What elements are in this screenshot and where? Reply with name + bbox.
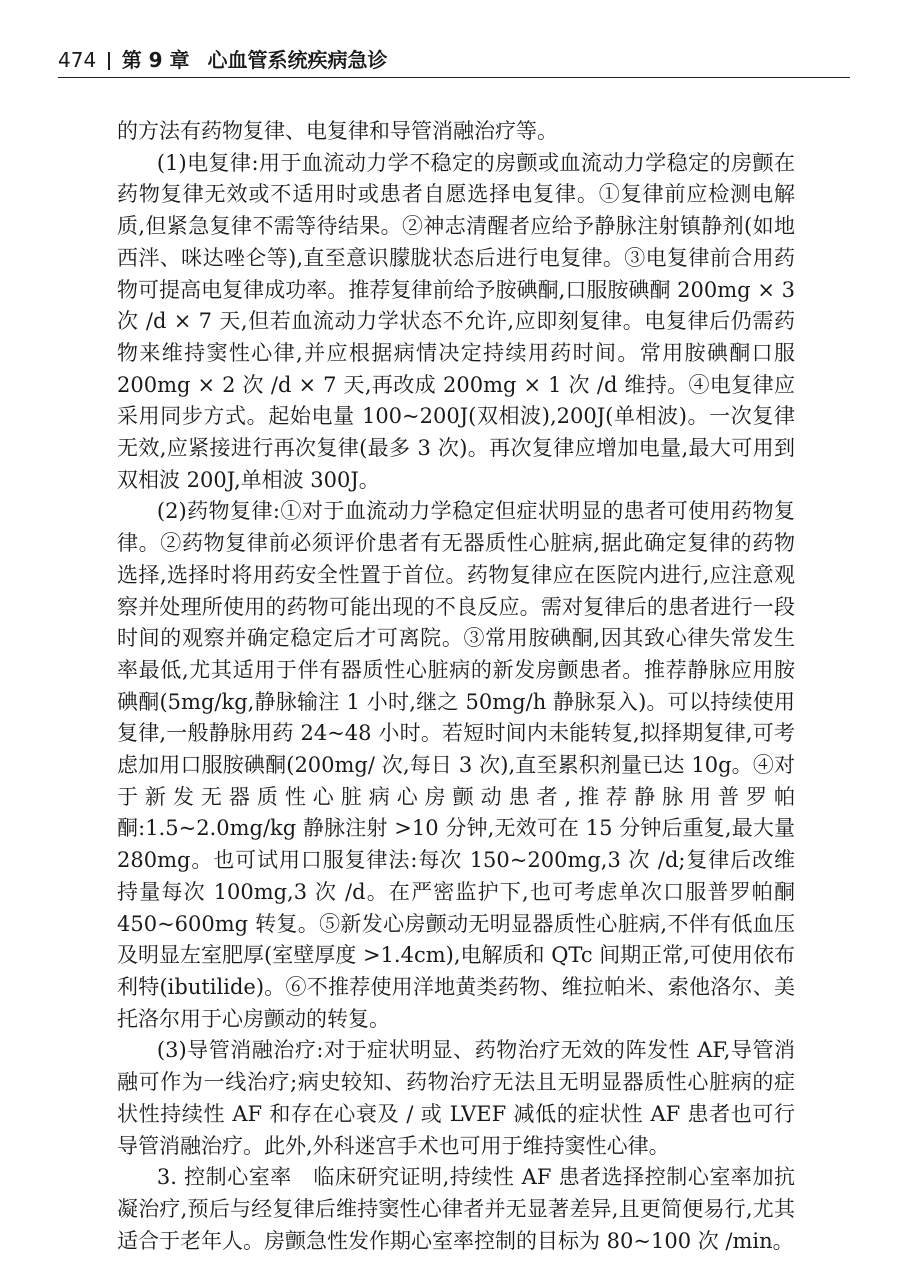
body-text <box>117 116 795 1257</box>
page-number: 474 <box>58 48 97 72</box>
chapter-title: 心血管系统疾病急诊 <box>207 48 388 72</box>
paragraph-rate-control: 3. 控制心室率 临床研究证明,持续性 AF 患者选择控制心室率加抗凝治疗,预后与经复律后维持窦性心律者并无显著差异,且更简便易行,尤其适合于老年人。房颤急性发作期心室率控制的目标为 80~100 次 /min。 <box>117 1165 795 1253</box>
header-divider <box>108 52 110 70</box>
page-header <box>58 44 850 78</box>
paragraph-catheter-ablation: (3)导管消融治疗:对于症状明显、药物治疗无效的阵发性 AF,导管消融可作为一线治疗;病史较知、药物治疗无法且无明显器质性心脏病的症状性持续性 AF 和存在心衰及 / 或 LVEF 减低的症状性 AF 患者也可行导管消融治疗。此外,外科迷宫手术也可用于维持窦性心律。 <box>117 1038 795 1158</box>
paragraph-electrical-cardioversion: (1)电复律:用于血流动力学不稳定的房颤或血流动力学稳定的房颤在药物复律无效或不适用时或患者自愿选择电复律。①复律前应检测电解质,但紧急复律不需等待结果。②神志清醒者应给予静脉注射镇静剂(如地西泮、咪达唑仑等),直至意识朦胧状态后进行电复律。③电复律前合用药物可提高电复律成功率。推荐复律前给予胺碘酮,口服胺碘酮 200mg × 3 次 /d × 7 天,但若血流动力学状态不允许,应即刻复律。电复律后仍需药物来维持窦性心律,并应根据病情决定持续用药时间。常用胺碘酮口服 200mg × 2 次 /d × 7 天,再改成 200mg × 1 次 /d 维持。④电复律应采用同步方式。起始电量 100~200J(双相波),200J(单相波)。一次复律无效,应紧接进行再次复律(最多 3 次)。再次复律应增加电量,最大可用到双相波 200J,单相波 300J。 <box>117 150 795 492</box>
paragraph-drug-cardioversion: (2)药物复律:①对于血流动力学稳定但症状明显的患者可使用药物复律。②药物复律前必须评价患者有无器质性心脏病,据此确定复律的药物选择,选择时将用药安全性置于首位。药物复律应在医院内进行,应注意观察并处理所使用的药物可能出现的不良反应。需对复律后的患者进行一段时间的观察并确定稳定后才可离院。③常用胺碘酮,因其致心律失常发生率最低,尤其适用于伴有器质性心脏病的新发房颤患者。推荐静脉应用胺碘酮(5mg/kg,静脉输注 1 小时,继之 50mg/h 静脉泵入)。可以持续使用复律,一般静脉用药 24~48 小时。若短时间内未能转复,拟择期复律,可考虑加用口服胺碘酮(200mg/ 次,每日 3 次),直至累积剂量已达 10g。④对于新发无器质性心脏病心房颤动患者,推荐静脉用普罗帕酮:1.5~2.0mg/kg 静脉注射 >10 分钟,无效可在 15 分钟后重复,最大量 280mg。也可试用口服复律法:每次 150~200mg,3 次 /d;复律后改维持量每次 100mg,3 次 /d。在严密监护下,也可考虑单次口服普罗帕酮 450~600mg 转复。⑤新发心房颤动无明显器质性心脏病,不伴有低血压及明显左室肥厚(室壁厚度 >1.4cm),电解质和 QTc 间期正常,可使用依布利特(ibutilide)。⑥不推荐使用洋地黄类药物、维拉帕米、索他洛尔、美托洛尔用于心房颤动的转复。 <box>117 499 795 1031</box>
chapter-number: 第 9 章 <box>121 48 190 72</box>
paragraph-continuation: 的方法有药物复律、电复律和导管消融治疗等。 <box>117 119 558 143</box>
